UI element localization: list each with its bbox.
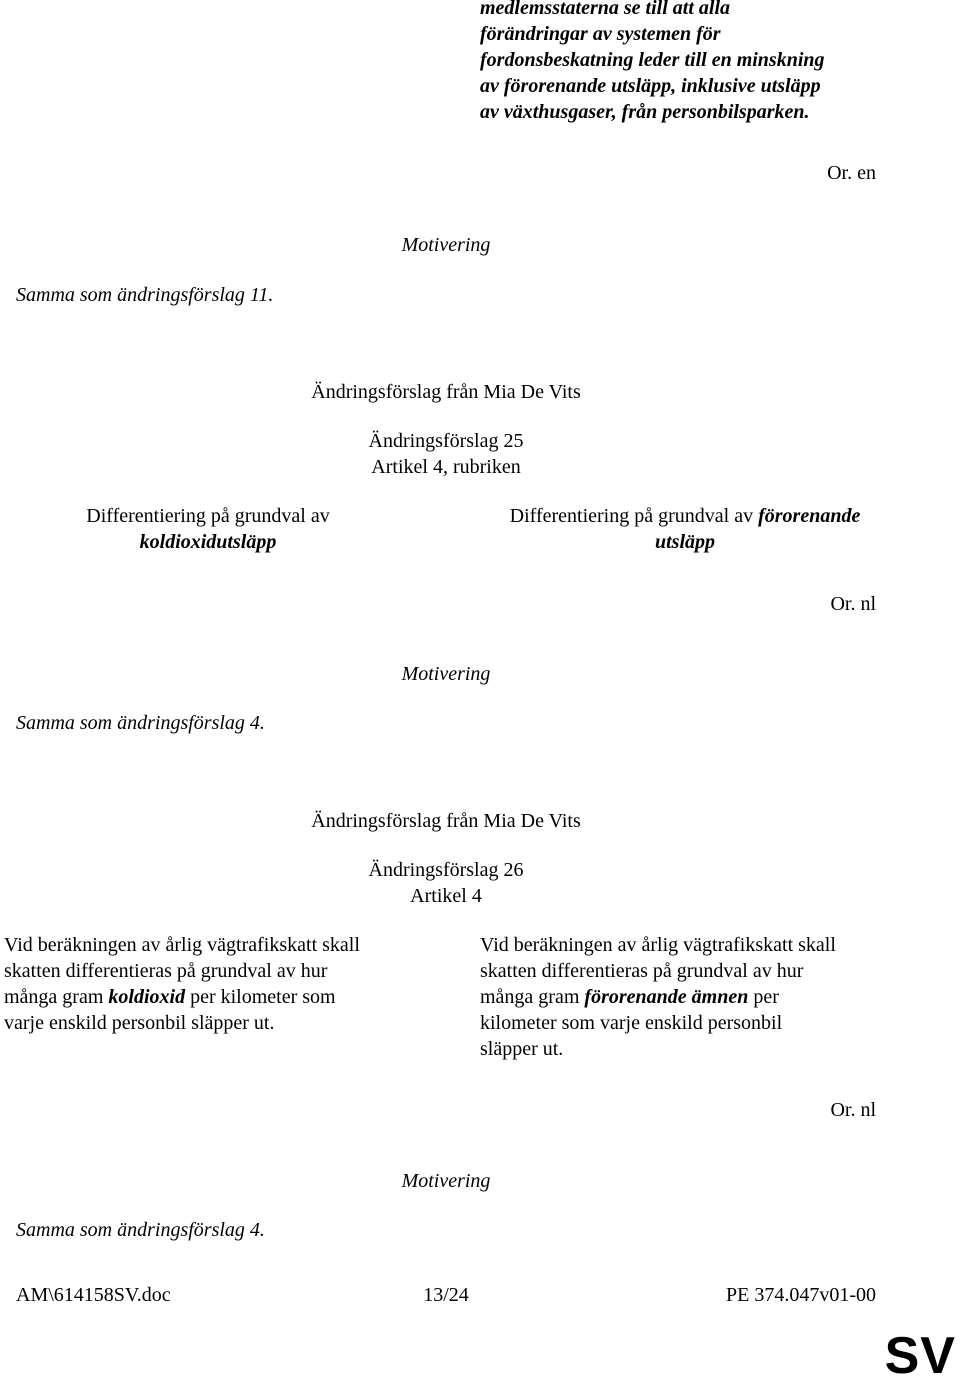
origin-language: Or. nl xyxy=(830,1099,876,1121)
text-line xyxy=(4,984,454,1010)
amendment-author: Ändringsförslag från Mia De Vits xyxy=(311,810,581,832)
motivering-text: Samma som ändringsförslag 4. xyxy=(16,712,265,734)
text-span: per xyxy=(748,986,779,1008)
text-line: förändringar av systemen för xyxy=(480,23,721,45)
origin-language: Or. en xyxy=(827,162,876,184)
amendment-number: Ändringsförslag 26 xyxy=(368,859,524,881)
text-line-emphasis: utsläpp xyxy=(654,531,716,553)
amendment-article: Artikel 4 xyxy=(410,885,482,907)
text-line xyxy=(468,503,902,529)
origin-language: Or. nl xyxy=(830,593,876,615)
amendment-number: Ändringsförslag 25 xyxy=(368,430,524,452)
text-span-emphasis: förorenande xyxy=(758,505,861,527)
text-span: Differentiering på grundval av xyxy=(509,505,759,527)
motivering-heading: Motivering xyxy=(401,663,491,685)
text-line: Differentiering på grundval av xyxy=(86,505,330,527)
text-line xyxy=(480,984,930,1010)
text-line: skatten differentieras på grundval av hur xyxy=(480,960,804,982)
amendment-article: Artikel 4, rubriken xyxy=(371,456,521,478)
text-line: fordonsbeskatning leder till en minskning xyxy=(480,49,825,71)
text-span-emphasis: förorenande ämnen xyxy=(584,986,749,1008)
amendment-author: Ändringsförslag från Mia De Vits xyxy=(311,381,581,403)
text-line: av växthusgaser, från personbilsparken. xyxy=(480,101,810,123)
text-line-emphasis: koldioxidutsläpp xyxy=(139,531,277,553)
amendment-text xyxy=(480,932,930,1062)
commission-text xyxy=(0,503,416,555)
text-line: Vid beräkningen av årlig vägtrafikskatt skall xyxy=(480,934,836,956)
text-line: släpper ut. xyxy=(480,1038,564,1060)
footer-doc-reference: AM\614158SV.doc xyxy=(16,1284,171,1306)
motivering-heading: Motivering xyxy=(401,234,491,256)
motivering-text: Samma som ändringsförslag 11. xyxy=(16,284,274,306)
commission-text xyxy=(4,932,454,1036)
footer-pe-reference: PE 374.047v01-00 xyxy=(726,1284,876,1306)
amendment-text xyxy=(468,503,902,555)
motivering-heading: Motivering xyxy=(401,1170,491,1192)
text-span: många gram xyxy=(4,986,109,1008)
text-line: skatten differentieras på grundval av hur xyxy=(4,960,328,982)
language-mark: SV xyxy=(884,1327,956,1385)
text-span: många gram xyxy=(480,986,585,1008)
amendment-text-continuation xyxy=(480,0,950,125)
text-line: av förorenande utsläpp, inklusive utsläpp xyxy=(480,75,821,97)
footer-page-number: 13/24 xyxy=(423,1284,469,1306)
text-line: Vid beräkningen av årlig vägtrafikskatt skall xyxy=(4,934,360,956)
text-line: kilometer som varje enskild personbil xyxy=(480,1012,783,1034)
text-span: per kilometer som xyxy=(185,986,336,1008)
motivering-text: Samma som ändringsförslag 4. xyxy=(16,1219,265,1241)
text-line: medlemsstaterna se till att alla xyxy=(480,0,730,19)
text-line: varje enskild personbil släpper ut. xyxy=(4,1012,275,1034)
text-span-emphasis: koldioxid xyxy=(108,986,186,1008)
